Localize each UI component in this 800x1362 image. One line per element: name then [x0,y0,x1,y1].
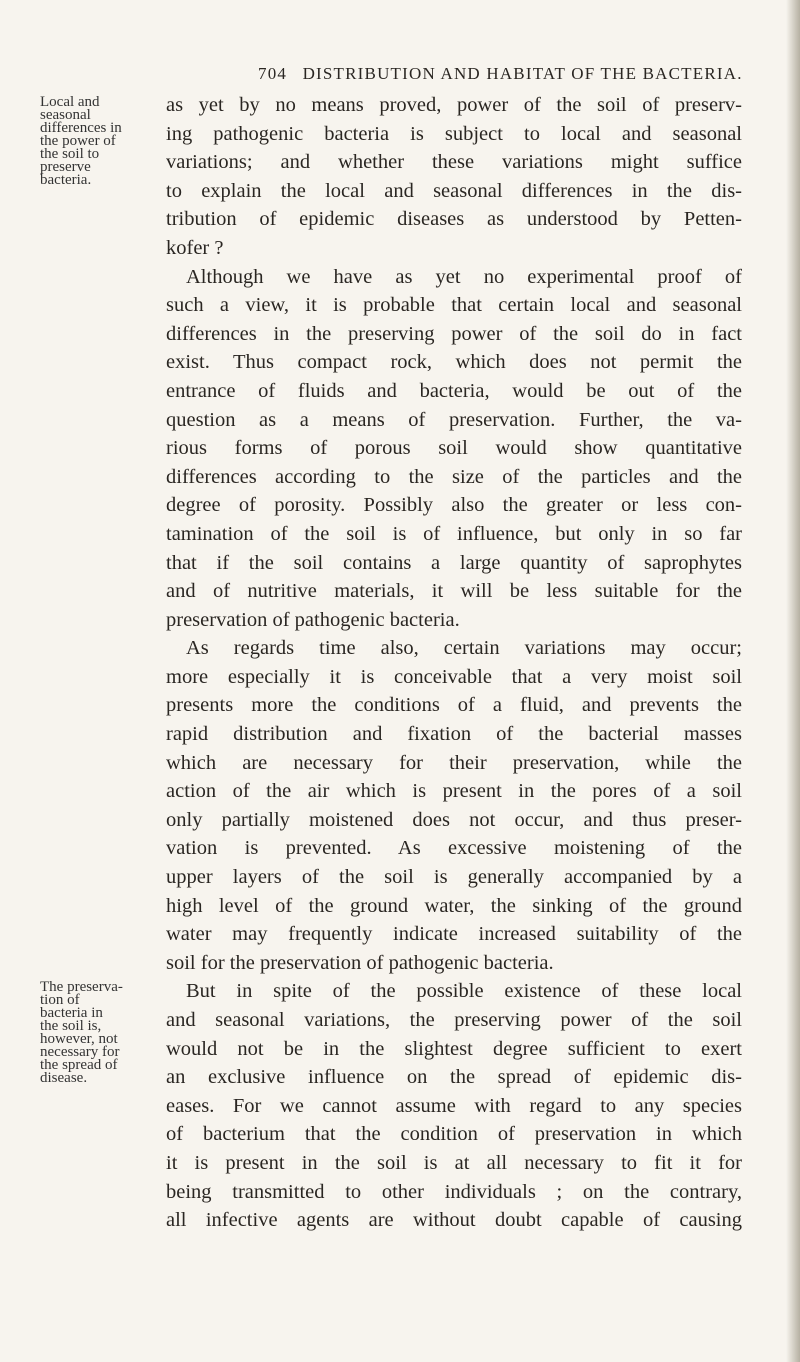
text-line: differences according to the size of the particles and the [166,465,742,488]
text-line: water may frequently indicate increased suitability of the [166,923,742,946]
margin-note-line: bacteria. [40,172,92,188]
text-line: of bacterium that the condition of preservation in which [166,1123,742,1146]
margin-note-line: the power of [40,133,116,149]
text-line: an exclusive influence on the spread of epidemic dis- [166,1066,742,1089]
text-line: to explain the local and seasonal differences in the dis- [166,179,742,202]
margin-note-line: however, not [40,1031,118,1047]
text-line: exist. Thus compact rock, which does not permit the [166,351,742,374]
text-line: Although we have as yet no experimental proof of [186,265,742,288]
text-line: and seasonal variations, the preserving power of the soil [166,1009,742,1031]
page-edge-shadow [786,0,800,1362]
text-line: variations; and whether these variations might suffice [166,151,742,174]
margin-note-line: the spread of [40,1057,118,1073]
text-line: tribution of epidemic diseases as understood by Petten- [166,208,742,231]
margin-note-preservation [40,981,158,1085]
text-line: differences in the preserving power of the soil do in fact [166,322,742,345]
text-line: and of nutritive materials, it will be less suitable for the [166,580,742,603]
margin-note-line: the soil is, [40,1018,102,1034]
margin-note-local-seasonal [40,96,158,187]
margin-note-line: the soil to [40,146,100,162]
text-line: As regards time also, certain variations may occur; [186,637,742,660]
text-line: degree of porosity. Possibly also the greater or less con- [166,494,742,517]
text-line: rious forms of porous soil would show quantitative [166,437,742,460]
text-line: as yet by no means proved, power of the soil of preserv- [166,94,742,116]
text-line: being transmitted to other individuals ; on the contrary, [166,1180,742,1203]
text-line: high level of the ground water, the sinking of the ground [166,894,742,917]
page-number: 704 [258,64,288,83]
margin-note-line: necessary for [40,1044,120,1060]
running-header [258,64,743,84]
text-line: such a view, it is probable that certain local and seasonal [166,294,742,317]
margin-note-line: seasonal [40,107,91,123]
text-line: tamination of the soil is of influence, but only in so far [166,522,742,545]
text-line: upper layers of the soil is generally accompanied by a [166,866,742,889]
margin-note-line: tion of [40,992,80,1008]
text-line: kofer ? [166,236,224,259]
text-line: would not be in the slightest degree sufficient to exert [166,1037,742,1060]
text-line: ing pathogenic bacteria is subject to local and seasonal [166,122,742,145]
text-line: vation is prevented. As excessive moistening of the [166,837,742,860]
margin-note-line: bacteria in [40,1005,103,1021]
text-line: it is present in the soil is at all necessary to fit it for [166,1151,742,1174]
text-line: entrance of fluids and bacteria, would be out of the [166,379,742,402]
text-line: rapid distribution and fixation of the bacterial masses [166,723,742,746]
body-text [166,91,742,1235]
text-line: But in spite of the possible existence of these local [186,980,742,1003]
margin-note-line: preserve [40,159,91,175]
text-line: all infective agents are without doubt capable of causing [166,1209,742,1232]
text-line: action of the air which is present in the pores of a soil [166,780,742,803]
text-line: which are necessary for their preservation, while the [166,751,742,774]
margin-note-line: Local and [40,94,100,110]
text-line: only partially moistened does not occur, and thus preser- [166,808,742,831]
text-line: preservation of pathogenic bacteria. [166,608,460,631]
text-line: eases. For we cannot assume with regard to any species [166,1094,742,1117]
text-line: presents more the conditions of a fluid, and prevents the [166,694,742,717]
margin-note-line: disease. [40,1070,88,1086]
running-title: DISTRIBUTION AND HABITAT OF THE BACTERIA. [302,64,743,83]
margin-note-line: The preserva- [40,979,123,995]
text-line: more especially it is conceivable that a very moist soil [166,665,742,688]
text-line: question as a means of preservation. Further, the va- [166,408,742,431]
text-line: that if the soil contains a large quantity of saprophytes [166,551,742,574]
margin-note-line: differences in [40,120,122,136]
text-line: soil for the preservation of pathogenic bacteria. [166,951,554,974]
